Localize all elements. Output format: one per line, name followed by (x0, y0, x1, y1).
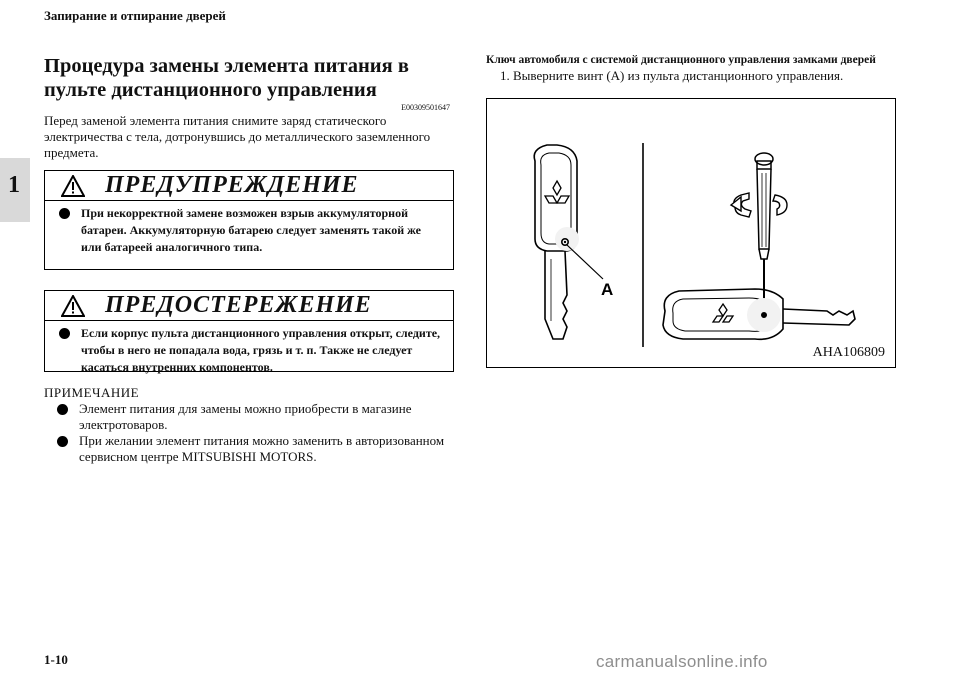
caution-body (59, 325, 443, 376)
intro-paragraph: Перед заменой элемента питания снимите заряд статического электричества с тела, дотронувшись до металлического заземленного предмета. (44, 113, 431, 160)
page-number: 1-10 (44, 652, 68, 667)
note-item-text: При желании элемент питания можно заменить в авторизованном сервисном центре MITSUBISHI MOTORS. (79, 433, 445, 464)
section-title: Процедура замены элемента питания в пульте дистанционного управления (44, 55, 409, 101)
caution-title: ПРЕДОСТЕРЕЖЕНИЕ (105, 292, 372, 318)
key-fob-side (663, 289, 855, 339)
warning-item (59, 205, 443, 256)
note-item (57, 401, 457, 433)
caution-item (59, 325, 443, 376)
note-item (57, 433, 457, 465)
bullet-icon (57, 436, 68, 447)
bullet-icon (59, 328, 70, 339)
rotate-arrow-icon (731, 193, 787, 217)
bullet-icon (57, 404, 68, 415)
warning-item-text: При некорректной замене возможен взрыв аккумуляторной батареи. Аккумуляторную батарею следует заменять такой же или батареей аналогичного типа. (81, 206, 422, 254)
warning-title: ПРЕДУПРЕЖДЕНИЕ (105, 172, 359, 198)
figure-code: AHA106809 (812, 345, 885, 360)
key-subtitle: Ключ автомобиля с системой дистанционного управления замками дверей (486, 54, 876, 66)
mitsubishi-logo-icon (713, 304, 733, 322)
step-1: 1. Выверните винт (A) из пульта дистанционного управления. (500, 68, 844, 83)
note-item-text: Элемент питания для замены можно приобрести в магазине электротоваров. (79, 401, 412, 432)
chapter-number: 1 (8, 172, 20, 198)
running-head: Запирание и отпирание дверей (44, 8, 226, 23)
screwdriver-icon (755, 153, 773, 317)
warning-header (45, 171, 453, 201)
remote-key-drawing (487, 99, 895, 367)
warning-triangle-icon (61, 175, 85, 197)
caution-header (45, 291, 453, 321)
mitsubishi-logo-icon (545, 181, 569, 203)
warning-body (59, 205, 443, 256)
warning-box (44, 170, 454, 270)
key-fob-front (534, 145, 579, 339)
note-body (57, 401, 457, 465)
bullet-icon (59, 208, 70, 219)
section-code: E00309501647 (401, 103, 450, 112)
watermark: carmanualsonline.info (596, 652, 768, 671)
note-title: ПРИМЕЧАНИЕ (44, 385, 140, 400)
key-illustration (486, 98, 896, 368)
callout-a: A (601, 280, 614, 299)
caution-item-text: Если корпус пульта дистанционного управления открыт, следите, чтобы в него не попадала вода, грязь и т. п. Также не следует касаться внутренних компонентов. (81, 326, 441, 374)
warning-triangle-icon (61, 295, 85, 317)
caution-box (44, 290, 454, 372)
